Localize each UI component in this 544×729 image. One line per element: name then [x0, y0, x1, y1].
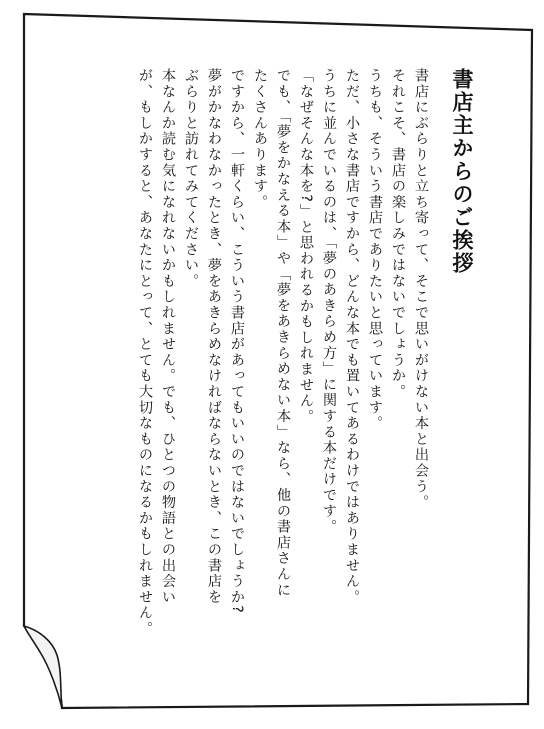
text-line: それこそ、書店の楽しみではないでしょうか。	[390, 68, 406, 400]
text-line: 書店にぶらりと立ち寄って、そこで思いがけない本と出会う。	[413, 68, 429, 511]
text-line: うちも、そういう書店でありたいと思っています。	[367, 68, 383, 432]
text-line: 「なぜそんな本を?」と思われるかもしれません。	[298, 68, 314, 425]
text-line: ですから、一軒くらい、こういう書店があってもいいのではないでしょうか?	[229, 68, 245, 615]
text-line: たくさんあります。	[252, 68, 268, 211]
text-line: うちに並んでいるのは、「夢のあきらめ方」に関する本だけです。	[321, 68, 337, 535]
page-title: 書店主からのご挨拶	[450, 68, 474, 275]
text-line: でも、「夢をかなえる本」や「夢をあきらめない本」なら、他の書店さんに	[275, 68, 291, 599]
greeting-text	[58, 68, 476, 648]
text-line: ぶらりと訪れてみてください。	[183, 68, 199, 290]
text-line: が、もしかすると、あなたにとって、とても大切なものになるかもしれません。	[137, 68, 153, 637]
text-line: ただ、小さな書店ですから、どんな本でも置いてあるわけではありません。	[344, 68, 360, 606]
text-line: 本なんか読む気になれないかもしれません。でも、ひとつの物語との出会い	[160, 68, 176, 606]
text-line: 夢がかなわなかったとき、夢をあきらめなければならないとき、この書店を	[206, 68, 222, 606]
